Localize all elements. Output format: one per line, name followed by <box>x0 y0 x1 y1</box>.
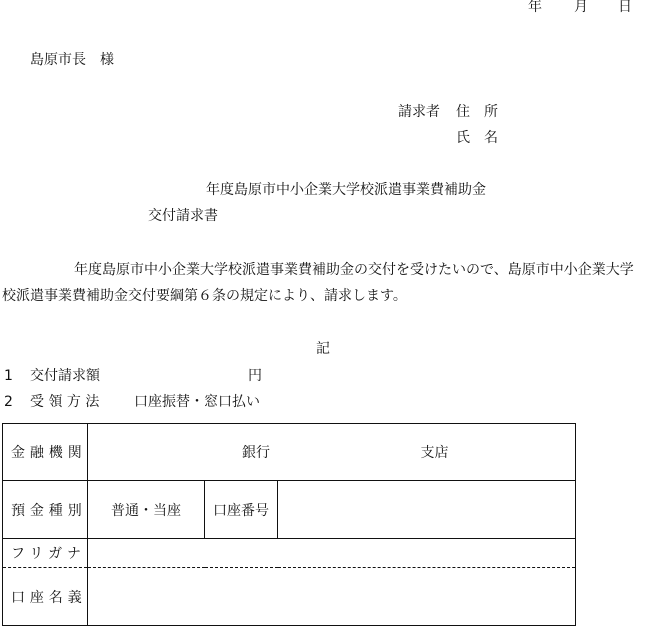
deposit-type-label: 預金種別 <box>3 481 88 539</box>
bank-label: 金融機関 <box>3 424 88 481</box>
bank-account-table <box>2 423 576 626</box>
item-1-label: 交付請求額 <box>30 368 100 384</box>
address-label: 住 所 <box>456 104 498 120</box>
item-2-value: 口座振替・窓口払い <box>134 394 260 410</box>
account-holder-row <box>3 568 576 626</box>
document-title-line1: 年度島原市中小企業大学校派遣事業費補助金 <box>206 182 486 198</box>
item-1-number: 1 <box>4 368 13 384</box>
bank-row <box>3 424 576 481</box>
date-year: 年 <box>528 0 542 15</box>
account-number-field[interactable] <box>278 481 576 539</box>
deposit-row <box>3 481 576 539</box>
item-1-value: 円 <box>248 368 262 384</box>
name-label: 氏 名 <box>456 130 498 146</box>
body-line-2: 校派遣事業費補助金交付要綱第６条の規定により、請求します。 <box>2 288 407 304</box>
deposit-type-value[interactable]: 普通・当座 <box>88 481 205 539</box>
document-title-line2: 交付請求書 <box>148 208 218 224</box>
ki-heading: 記 <box>316 341 330 357</box>
addressee: 島原市長 様 <box>30 52 114 68</box>
account-number-label: 口座番号 <box>205 481 278 539</box>
body-line-1: 年度島原市中小企業大学校派遣事業費補助金の交付を受けたいので、島原市中小企業大学 <box>74 262 634 278</box>
applicant-label: 請求者 <box>398 104 440 120</box>
furigana-row <box>3 539 576 568</box>
branch-suffix: 支店 <box>420 445 449 461</box>
item-2-number: 2 <box>4 394 13 410</box>
item-2-label: 受 領 方 法 <box>30 394 100 410</box>
bank-field[interactable] <box>88 424 576 481</box>
bank-suffix: 銀行 <box>242 445 270 461</box>
furigana-label: フリガナ <box>3 539 88 568</box>
account-holder-label: 口座名義 <box>3 568 88 626</box>
account-holder-field[interactable] <box>88 568 576 626</box>
date-month: 月 <box>574 0 588 15</box>
furigana-field[interactable] <box>88 539 576 568</box>
date-day: 日 <box>618 0 632 15</box>
